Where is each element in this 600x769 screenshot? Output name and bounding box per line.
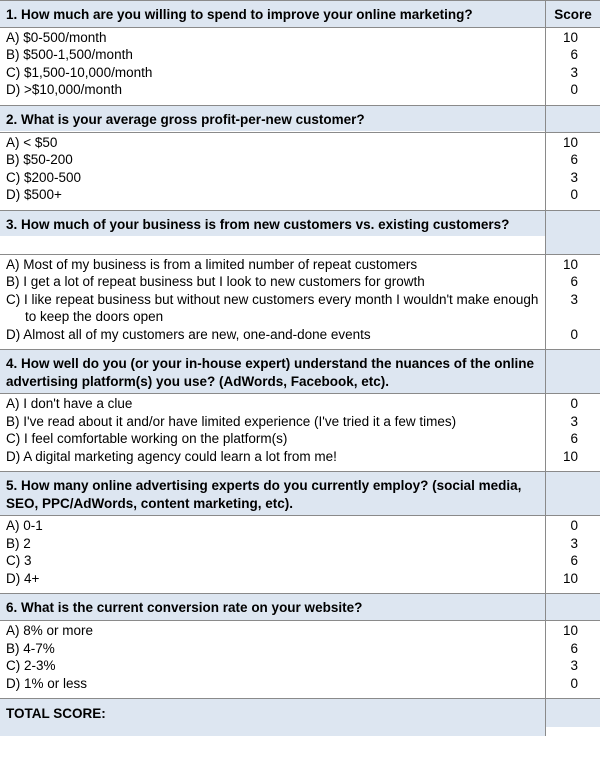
score-column-header: Score bbox=[546, 1, 600, 27]
question-4-score-c: 6 bbox=[570, 431, 578, 446]
total-row bbox=[0, 699, 600, 737]
question-5-answer-b: B) 2 bbox=[6, 535, 31, 551]
question-5-scores bbox=[546, 516, 600, 587]
question-3-score-c: 3 bbox=[570, 291, 578, 307]
question-3-score-b: 6 bbox=[570, 274, 578, 289]
question-3-answer-b: B) I get a lot of repeat business but I look to new customers for growth bbox=[6, 274, 425, 289]
question-2-score-b: 6 bbox=[570, 152, 578, 167]
question-4-answer-a: A) I don't have a clue bbox=[6, 396, 133, 411]
question-4-score-d: 10 bbox=[562, 448, 578, 464]
question-5-score-d: 10 bbox=[562, 570, 578, 586]
question-6-title: 6. What is the current conversion rate on your website? bbox=[0, 594, 545, 620]
question-1-answer-d: D) >$10,000/month bbox=[6, 82, 122, 97]
question-2-title: 2. What is your average gross profit-per-new customer? bbox=[0, 106, 545, 132]
question-5-title: 5. How many online advertising experts do you currently employ? (social media, SEO, PPC/AdWords, content marketing, etc). bbox=[0, 472, 545, 515]
question-6-answer-b: B) 4-7% bbox=[6, 640, 55, 656]
question-6-score-c: 3 bbox=[570, 658, 578, 673]
question-2-score-c: 3 bbox=[570, 169, 578, 185]
total-score-field[interactable] bbox=[546, 699, 600, 727]
question-1-answers bbox=[0, 28, 545, 105]
question-2-score-a: 10 bbox=[562, 134, 578, 150]
question-3-answer-a: A) Most of my business is from a limited number of repeat customers bbox=[6, 256, 418, 272]
question-1-score-d: 0 bbox=[570, 82, 578, 97]
question-4-answer-b: B) I've read about it and/or have limited experience (I've tried it a few times) bbox=[6, 413, 457, 429]
question-6-scores bbox=[546, 621, 600, 692]
question-1-answer-c: C) $1,500-10,000/month bbox=[6, 64, 153, 80]
question-1-title: 1. How much are you willing to spend to improve your online marketing? bbox=[0, 1, 545, 27]
question-3-score-a: 10 bbox=[562, 256, 578, 272]
question-4-header-row bbox=[0, 350, 600, 394]
question-2-answer-d: D) $500+ bbox=[6, 187, 62, 202]
question-2-answers-row bbox=[0, 132, 600, 210]
question-6-answers bbox=[0, 621, 545, 698]
question-3-answers bbox=[0, 255, 545, 350]
question-4-title: 4. How well do you (or your in-house expert) understand the nuances of the online advertising platform(s) you use? (AdWords, Facebook, etc). bbox=[0, 350, 545, 393]
question-6-score-a: 10 bbox=[562, 623, 578, 638]
question-3-score-d: 0 bbox=[570, 326, 578, 342]
question-5-answers bbox=[0, 516, 545, 593]
question-1-score-b: 6 bbox=[570, 47, 578, 62]
question-5-answer-a: A) 0-1 bbox=[6, 518, 43, 533]
question-4-answers bbox=[0, 394, 545, 471]
question-3-title: 3. How much of your business is from new customers vs. existing customers? bbox=[0, 211, 545, 237]
question-5-header-row bbox=[0, 472, 600, 516]
question-1-header-row bbox=[0, 1, 600, 28]
question-6-answer-a: A) 8% or more bbox=[6, 623, 94, 638]
question-4-score-a: 0 bbox=[570, 396, 578, 411]
question-2-answer-a: A) < $50 bbox=[6, 134, 58, 150]
question-1-answer-b: B) $500-1,500/month bbox=[6, 47, 133, 62]
question-1-answers-row bbox=[0, 27, 600, 105]
question-3-scores bbox=[546, 255, 600, 344]
question-2-answer-b: B) $50-200 bbox=[6, 152, 73, 167]
question-1-score-a: 10 bbox=[562, 29, 578, 45]
question-4-answer-d: D) A digital marketing agency could learn a lot from me! bbox=[6, 448, 337, 464]
question-6-score-d: 0 bbox=[570, 675, 578, 691]
question-4-scores bbox=[546, 394, 600, 465]
question-2-score-d: 0 bbox=[570, 187, 578, 202]
question-6-answer-c: C) 2-3% bbox=[6, 658, 56, 673]
question-3-answer-d: D) Almost all of my customers are new, one-and-done events bbox=[6, 326, 371, 342]
question-1-answer-a: A) $0-500/month bbox=[6, 29, 107, 45]
question-4-answer-c: C) I feel comfortable working on the platform(s) bbox=[6, 431, 288, 446]
question-6-header-row bbox=[0, 594, 600, 621]
question-1-scores bbox=[546, 28, 600, 99]
question-1-score-c: 3 bbox=[570, 64, 578, 80]
question-5-score-a: 0 bbox=[570, 518, 578, 533]
question-5-score-b: 3 bbox=[570, 535, 578, 551]
question-5-answer-c: C) 3 bbox=[6, 553, 32, 568]
question-5-answers-row bbox=[0, 516, 600, 594]
question-6-score-b: 6 bbox=[570, 640, 578, 656]
question-2-scores bbox=[546, 133, 600, 204]
question-6-answer-d: D) 1% or less bbox=[6, 675, 88, 691]
question-2-answers bbox=[0, 133, 545, 210]
question-6-answers-row bbox=[0, 621, 600, 699]
question-4-score-b: 3 bbox=[570, 413, 578, 429]
total-score-label: TOTAL SCORE: bbox=[0, 699, 545, 736]
question-2-header-row bbox=[0, 105, 600, 132]
question-4-answers-row bbox=[0, 394, 600, 472]
question-3-header-row bbox=[0, 210, 600, 254]
question-5-score-c: 6 bbox=[570, 553, 578, 568]
question-2-answer-c: C) $200-500 bbox=[6, 169, 82, 185]
question-3-answer-c: C) I like repeat business but without new customers every month I wouldn't make enough to keep the doors open bbox=[6, 291, 539, 324]
question-3-answers-row bbox=[0, 254, 600, 350]
question-5-answer-d: D) 4+ bbox=[6, 570, 40, 586]
